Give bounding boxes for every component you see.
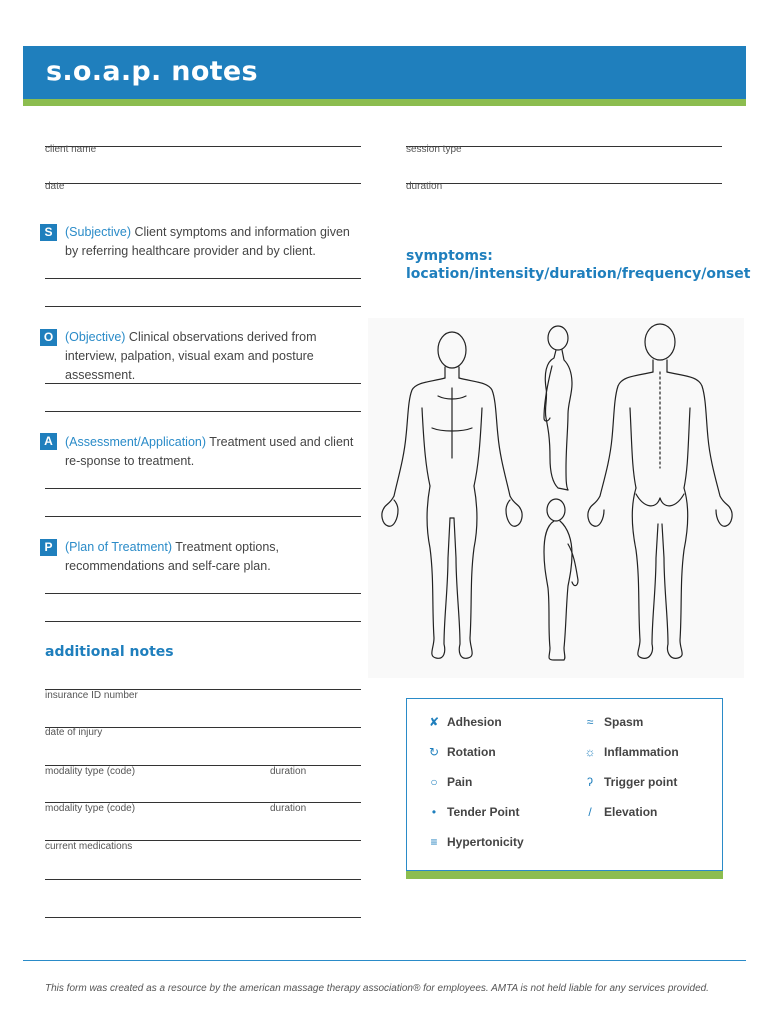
medications-label: current medications: [45, 841, 133, 852]
objective-badge: O: [40, 329, 57, 346]
legend-adhesion: Adhesion: [447, 715, 502, 729]
date-label: date: [45, 181, 65, 192]
plan-line-1[interactable]: [45, 593, 361, 594]
legend-pain: Pain: [447, 775, 473, 789]
back-figure: [588, 324, 732, 658]
duration-field[interactable]: [406, 183, 722, 184]
assessment-description: (Assessment/Application) Treatment used and client re-sponse to treatment.: [65, 435, 354, 468]
header-banner: [23, 46, 746, 99]
assessment-line-2[interactable]: [45, 516, 361, 517]
legend-elevation: Elevation: [604, 805, 658, 819]
rotation-icon: ↻: [428, 745, 440, 759]
pain-icon: ○: [430, 775, 438, 789]
adhesion-icon: ✘: [428, 715, 440, 729]
header-stripe: [23, 99, 746, 106]
side-figure-lower: [544, 499, 578, 660]
date-of-injury-label: date of injury: [45, 727, 103, 738]
plan-badge: P: [40, 539, 57, 556]
body-outline-svg: [368, 318, 744, 678]
additional-notes-heading: additional notes: [45, 644, 174, 660]
assessment-badge: A: [40, 433, 57, 450]
legend-stripe: [406, 871, 723, 879]
symbol-legend: [406, 698, 723, 871]
footer-divider: [23, 960, 746, 961]
subjective-line-2[interactable]: [45, 306, 361, 307]
objective-line-2[interactable]: [45, 411, 361, 412]
hypertonicity-icon: ≡: [430, 835, 438, 849]
session-type-label: session type: [406, 144, 462, 155]
duration-2-label: duration: [270, 803, 307, 814]
footer-disclaimer: This form was created as a resource by the american massage therapy association® for employees. AMTA is not held liable for any services provided.: [45, 983, 709, 994]
assessment-line-1[interactable]: [45, 488, 361, 489]
legend-trigger-point: Trigger point: [604, 775, 678, 789]
subjective-line-1[interactable]: [45, 278, 361, 279]
symptoms-heading-line1: symptoms:: [406, 248, 493, 264]
duration-label: duration: [406, 181, 443, 192]
legend-hypertonicity: Hypertonicity: [447, 835, 524, 849]
side-figure-upper: [544, 326, 572, 490]
page-title: s.o.a.p. notes: [46, 56, 258, 87]
inflammation-icon: ☼: [584, 745, 596, 759]
legend-spasm: Spasm: [604, 715, 644, 729]
legend-inflammation: Inflammation: [604, 745, 679, 759]
medications-line-3[interactable]: [45, 917, 361, 918]
medications-line-2[interactable]: [45, 879, 361, 880]
duration-1-label: duration: [270, 766, 307, 777]
body-diagram[interactable]: [368, 318, 744, 678]
trigger-point-icon: ʔ: [587, 775, 593, 789]
symptoms-heading: [406, 247, 751, 283]
tender-point-icon: •: [431, 805, 437, 819]
insurance-id-label: insurance ID number: [45, 690, 138, 701]
date-field[interactable]: [45, 183, 361, 184]
legend-tender-point: Tender Point: [447, 805, 520, 819]
modality-1-label: modality type (code): [45, 766, 136, 777]
symptoms-heading-line2: location/intensity/duration/frequency/onset: [406, 266, 751, 282]
elevation-icon: /: [588, 805, 592, 819]
subjective-badge: S: [40, 224, 57, 241]
client-name-label: client name: [45, 144, 97, 155]
subjective-description: (Subjective) Client symptoms and information given by referring healthcare provider and by client.: [65, 225, 350, 258]
objective-line-1[interactable]: [45, 383, 361, 384]
front-figure: [382, 332, 522, 658]
legend-rotation: Rotation: [447, 745, 496, 759]
modality-2-label: modality type (code): [45, 803, 136, 814]
spasm-icon: ≈: [586, 715, 594, 729]
objective-description: (Objective) Clinical observations derived from interview, palpation, visual exam and posture assessment.: [65, 330, 317, 382]
plan-line-2[interactable]: [45, 621, 361, 622]
plan-description: (Plan of Treatment) Treatment options, recommendations and self-care plan.: [65, 540, 280, 573]
